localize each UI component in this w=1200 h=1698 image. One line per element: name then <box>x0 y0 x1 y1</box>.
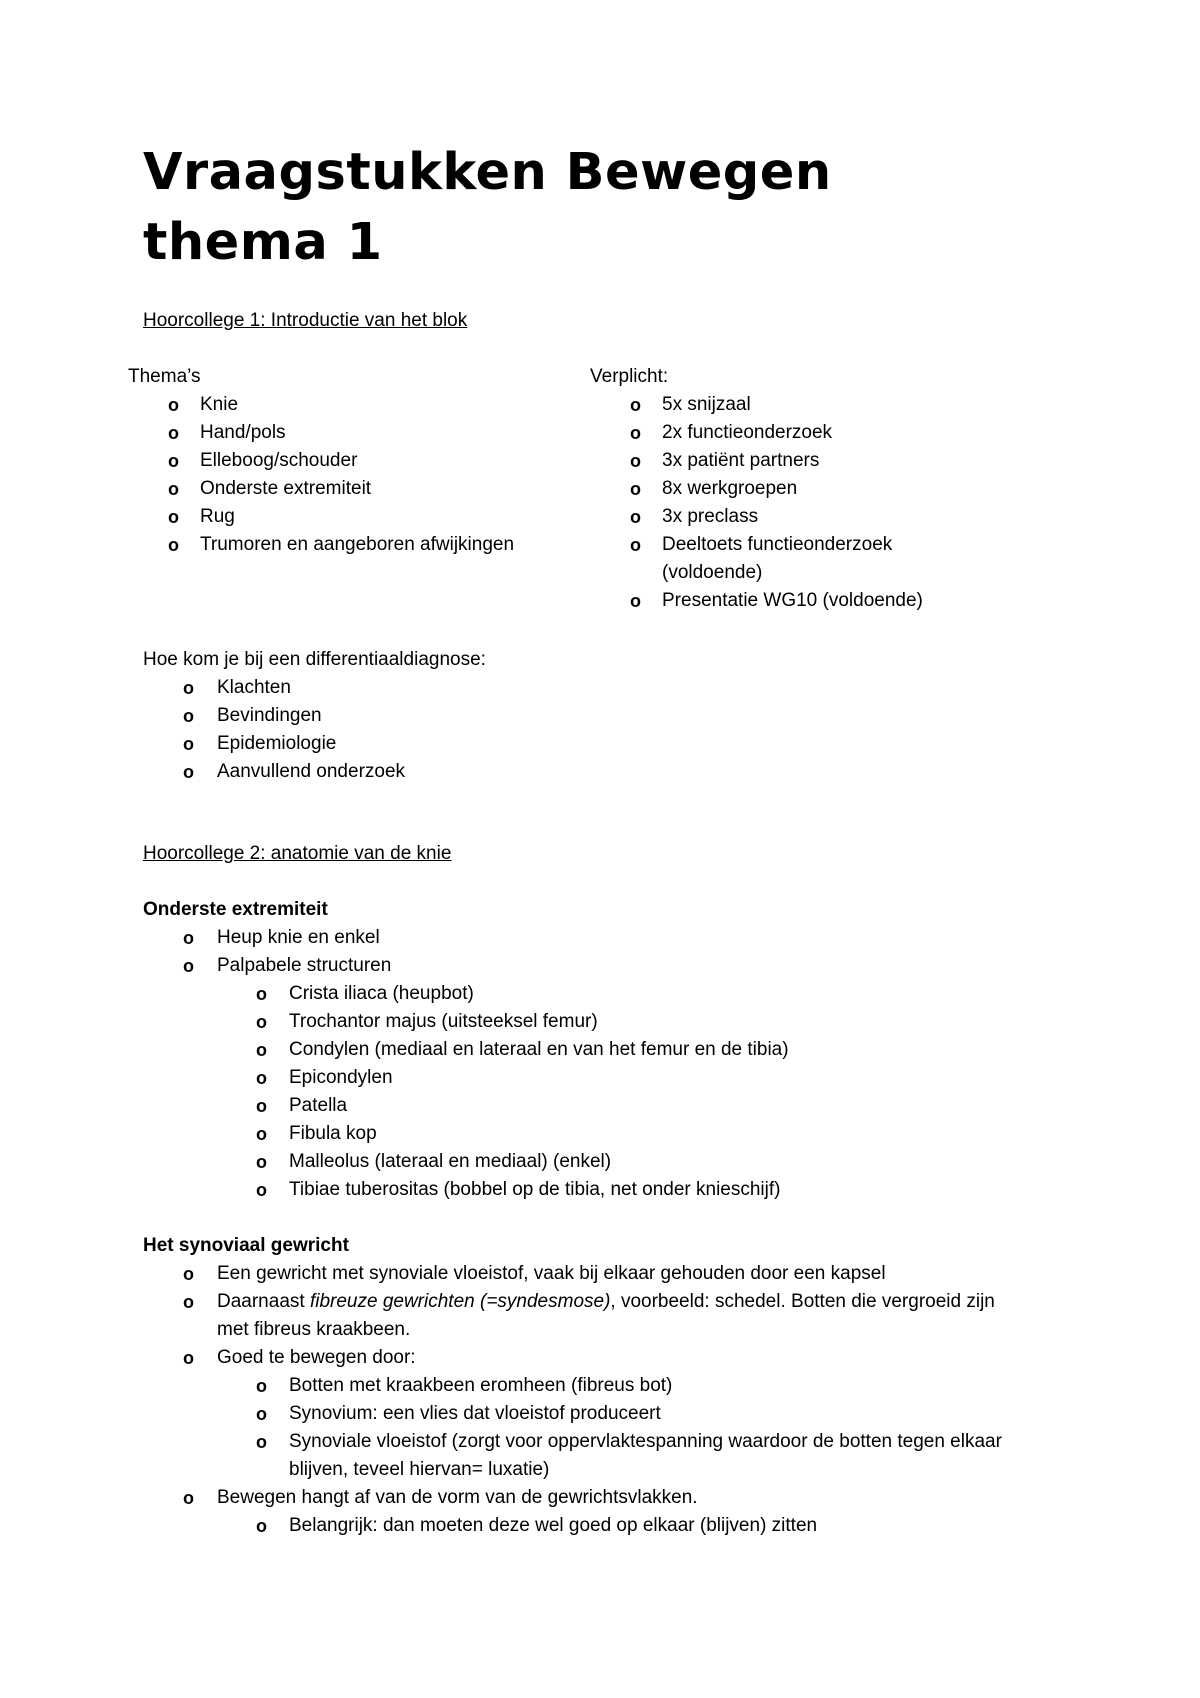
list-item: o Heup knie en enkel <box>143 924 1143 952</box>
bullet-icon: o <box>630 451 641 471</box>
list-item: o Een gewricht met synoviale vloeistof, vaak bij elkaar gehouden door een kapsel <box>143 1260 1143 1288</box>
bullet-icon: o <box>168 507 179 527</box>
verplicht-label: Verplicht: <box>590 366 669 387</box>
bullet-icon: o <box>183 762 194 782</box>
bullet-icon: o <box>256 1432 267 1452</box>
bullet-icon: o <box>256 1516 267 1536</box>
bullet-icon: o <box>256 1012 267 1032</box>
synoviaal-label: Het synoviaal gewricht <box>143 1235 349 1256</box>
list-item: o Tibiae tuberositas (bobbel op de tibia, net onder knieschijf) <box>143 1176 1143 1204</box>
list-item: o Fibula kop <box>143 1120 1143 1148</box>
ddx-list <box>143 674 743 786</box>
bullet-icon: o <box>168 479 179 499</box>
list-item: o Knie <box>128 391 548 419</box>
bullet-icon: o <box>630 535 641 555</box>
document-title <box>143 138 832 278</box>
bullet-icon: o <box>168 451 179 471</box>
bullet-icon: o <box>183 1348 194 1368</box>
themas-list <box>128 391 548 559</box>
list-item: o Malleolus (lateraal en mediaal) (enkel) <box>143 1148 1143 1176</box>
verplicht-section <box>590 363 1070 615</box>
title-line-1: Vraagstukken Bewegen <box>143 143 832 202</box>
list-item: o Klachten <box>143 674 743 702</box>
list-item: o 3x patiënt partners <box>590 447 1070 475</box>
list-item: o Synoviale vloeistof (zorgt voor oppervlaktespanning waardoor de botten tegen elkaar blijven, teveel hiervan= luxatie) <box>143 1428 1143 1484</box>
onderste-list <box>143 924 1143 1204</box>
list-item: o Daarnaast fibreuze gewrichten (=syndesmose), voorbeeld: schedel. Botten die vergroeid zijn met fibreus kraakbeen. <box>143 1288 1143 1344</box>
list-item: o Trochantor majus (uitsteeksel femur) <box>143 1008 1143 1036</box>
list-item: o Condylen (mediaal en lateraal en van het femur en de tibia) <box>143 1036 1143 1064</box>
bullet-icon: o <box>630 395 641 415</box>
bullet-icon: o <box>183 928 194 948</box>
bullet-icon: o <box>168 535 179 555</box>
list-item: o Patella <box>143 1092 1143 1120</box>
bullet-icon: o <box>256 1152 267 1172</box>
list-item: o Elleboog/schouder <box>128 447 548 475</box>
list-item: o Presentatie WG10 (voldoende) <box>590 587 1070 615</box>
bullet-icon: o <box>183 734 194 754</box>
ddx-section <box>143 646 743 786</box>
list-item: o Crista iliaca (heupbot) <box>143 980 1143 1008</box>
bullet-icon: o <box>168 395 179 415</box>
verplicht-list <box>590 391 1070 615</box>
bullet-icon: o <box>256 1124 267 1144</box>
list-item: o Trumoren en aangeboren afwijkingen <box>128 531 548 559</box>
list-item: o Aanvullend onderzoek <box>143 758 743 786</box>
themas-section <box>128 363 548 559</box>
bullet-icon: o <box>168 423 179 443</box>
bullet-icon: o <box>256 1096 267 1116</box>
bullet-icon: o <box>630 479 641 499</box>
list-item: o Epicondylen <box>143 1064 1143 1092</box>
bullet-icon: o <box>183 706 194 726</box>
bullet-icon: o <box>256 1040 267 1060</box>
list-item: o Onderste extremiteit <box>128 475 548 503</box>
list-item: o Botten met kraakbeen eromheen (fibreus bot) <box>143 1372 1143 1400</box>
onderste-label: Onderste extremiteit <box>143 899 328 920</box>
bullet-icon: o <box>630 507 641 527</box>
list-item: o Belangrijk: dan moeten deze wel goed op elkaar (blijven) zitten <box>143 1512 1143 1540</box>
bullet-icon: o <box>183 678 194 698</box>
list-item: o 2x functieonderzoek <box>590 419 1070 447</box>
title-line-2: thema 1 <box>143 213 383 272</box>
synoviaal-list <box>143 1260 1143 1540</box>
bullet-icon: o <box>183 1292 194 1312</box>
ddx-label: Hoe kom je bij een differentiaaldiagnose: <box>143 649 486 670</box>
hc1-heading: Hoorcollege 1: Introductie van het blok <box>143 310 468 331</box>
bullet-icon: o <box>256 1068 267 1088</box>
bullet-icon: o <box>256 1404 267 1424</box>
list-item: o Epidemiologie <box>143 730 743 758</box>
list-item: o Synovium: een vlies dat vloeistof produceert <box>143 1400 1143 1428</box>
list-item: o Rug <box>128 503 548 531</box>
bullet-icon: o <box>630 423 641 443</box>
bullet-icon: o <box>256 1180 267 1200</box>
bullet-icon: o <box>630 591 641 611</box>
bullet-icon: o <box>256 1376 267 1396</box>
bullet-icon: o <box>183 1264 194 1284</box>
themas-label: Thema’s <box>128 366 201 387</box>
list-item: o Goed te bewegen door: <box>143 1344 1143 1372</box>
list-item: o Bevindingen <box>143 702 743 730</box>
list-item: o Hand/pols <box>128 419 548 447</box>
bullet-icon: o <box>183 1488 194 1508</box>
synoviaal-section <box>143 1232 1143 1540</box>
list-item: o Bewegen hangt af van de vorm van de gewrichtsvlakken. <box>143 1484 1143 1512</box>
list-item: o 5x snijzaal <box>590 391 1070 419</box>
bullet-icon: o <box>183 956 194 976</box>
onderste-section <box>143 896 1143 1204</box>
hc2-heading: Hoorcollege 2: anatomie van de knie <box>143 843 452 864</box>
list-item: o Deeltoets functieonderzoek (voldoende) <box>590 531 1070 587</box>
list-item: o 3x preclass <box>590 503 1070 531</box>
list-item: o Palpabele structuren <box>143 952 1143 980</box>
list-item: o 8x werkgroepen <box>590 475 1070 503</box>
bullet-icon: o <box>256 984 267 1004</box>
